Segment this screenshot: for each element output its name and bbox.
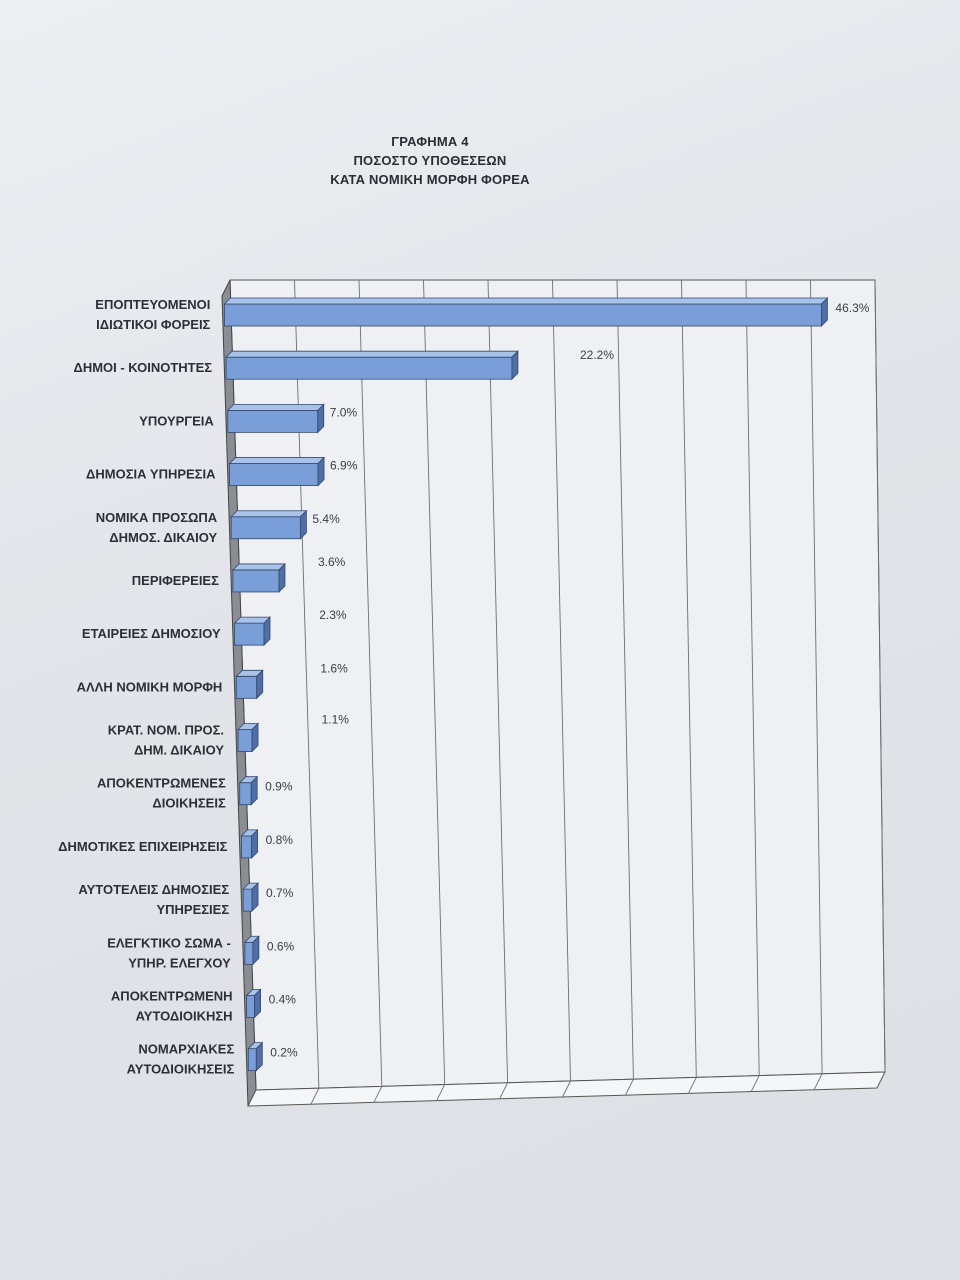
bar: [238, 730, 252, 752]
bar-top-face: [228, 404, 324, 410]
value-label: 6.9%: [330, 458, 358, 473]
value-label: 46.3%: [835, 301, 870, 315]
value-label: 7.0%: [329, 405, 358, 420]
value-label: 0.2%: [270, 1045, 298, 1060]
bar: [228, 410, 318, 432]
value-label: 0.6%: [266, 939, 295, 954]
category-label: ΕΠΟΠΤΕΥΟΜΕΝΟΙ: [95, 297, 211, 312]
bar: [248, 1049, 256, 1071]
category-label: ΔΗΜΟΤΙΚΕΣ ΕΠΙΧΕΙΡΗΣΕΙΣ: [58, 838, 228, 854]
category-label: ΑΥΤΟΤΕΛΕΙΣ ΔΗΜΟΣΙΕΣ: [78, 882, 230, 898]
category-label: ΚΡΑΤ. ΝΟΜ. ΠΡΟΣ.: [107, 722, 225, 738]
category-label: ΥΠΗΡΕΣΙΕΣ: [156, 902, 230, 918]
value-label: 0.8%: [265, 832, 293, 847]
value-label: 3.6%: [318, 554, 346, 569]
value-label: 22.2%: [580, 348, 615, 363]
category-label: ΥΠΗΡ. ΕΛΕΓΧΟΥ: [128, 955, 231, 971]
category-label: ΑΠΟΚΕΝΤΡΩΜΕΝΗ: [110, 988, 233, 1004]
bar: [236, 676, 256, 698]
bar: [226, 357, 512, 379]
chart-title-line-3: ΚΑΤΑ ΝΟΜΙΚΗ ΜΟΡΦΗ ΦΟΡΕΑ: [330, 172, 530, 187]
bar: [247, 995, 255, 1017]
bar-top-face: [233, 564, 285, 570]
chart-title-line-1: ΓΡΑΦΗΜΑ 4: [391, 134, 469, 149]
bar: [243, 889, 252, 911]
category-label: ΑΠΟΚΕΝΤΡΩΜΕΝΕΣ: [97, 775, 226, 791]
bar-top-face: [231, 511, 306, 517]
bar: [230, 464, 319, 486]
category-label: ΥΠΟΥΡΓΕΙΑ: [139, 413, 214, 429]
category-label: ΕΤΑΙΡΕΙΕΣ ΔΗΜΟΣΙΟΥ: [81, 626, 221, 642]
category-label: ΔΗΜΟΣ. ΔΙΚΑΙΟΥ: [109, 529, 218, 545]
category-label: ΙΔΙΩΤΙΚΟΙ ΦΟΡΕΙΣ: [96, 317, 211, 332]
category-label: ΑΥΤΟΔΙΟΙΚΗΣΕΙΣ: [126, 1061, 235, 1077]
bar-top-face: [224, 298, 827, 304]
bar-top-face: [230, 458, 325, 464]
category-label: ΕΛΕΓΚΤΙΚΟ ΣΩΜΑ -: [107, 935, 231, 951]
chart-title-line-2: ΠΟΣΟΣΤΟ ΥΠΟΘΕΣΕΩΝ: [353, 153, 507, 168]
bar: [231, 517, 300, 539]
category-label: ΝΟΜΙΚΑ ΠΡΟΣΩΠΑ: [95, 509, 218, 525]
value-label: 5.4%: [312, 511, 340, 526]
category-label: ΔΗΜΟΙ - ΚΟΙΝΟΤΗΤΕΣ: [73, 360, 213, 376]
bar: [245, 942, 253, 964]
value-label: 0.9%: [265, 779, 293, 794]
category-label: ΠΕΡΙΦΕΡΕΙΕΣ: [131, 572, 219, 588]
value-label: 0.4%: [268, 992, 296, 1007]
value-label: 0.7%: [266, 886, 294, 901]
value-label: 1.6%: [320, 661, 348, 676]
category-label: ΔΗΜ. ΔΙΚΑΙΟΥ: [133, 742, 225, 758]
category-label: ΔΙΟΙΚΗΣΕΙΣ: [152, 795, 226, 811]
bar: [241, 836, 251, 858]
category-label: ΑΥΤΟΔΙΟΙΚΗΣΗ: [135, 1008, 233, 1024]
value-label: 2.3%: [319, 608, 347, 623]
category-label: ΔΗΜΟΣΙΑ ΥΠΗΡΕΣΙΑ: [86, 466, 216, 482]
plot-back-wall: [230, 280, 885, 1090]
grid-layer: [222, 280, 885, 1106]
bar-top-face: [226, 351, 518, 357]
category-label: ΑΛΛΗ ΝΟΜΙΚΗ ΜΟΡΦΗ: [76, 679, 223, 695]
bar: [233, 570, 279, 592]
bar: [240, 783, 251, 805]
category-label: ΝΟΜΑΡΧΙΑΚΕΣ: [138, 1041, 235, 1057]
bar: [224, 304, 821, 326]
value-label: 1.1%: [321, 712, 349, 727]
bar: [235, 623, 264, 645]
